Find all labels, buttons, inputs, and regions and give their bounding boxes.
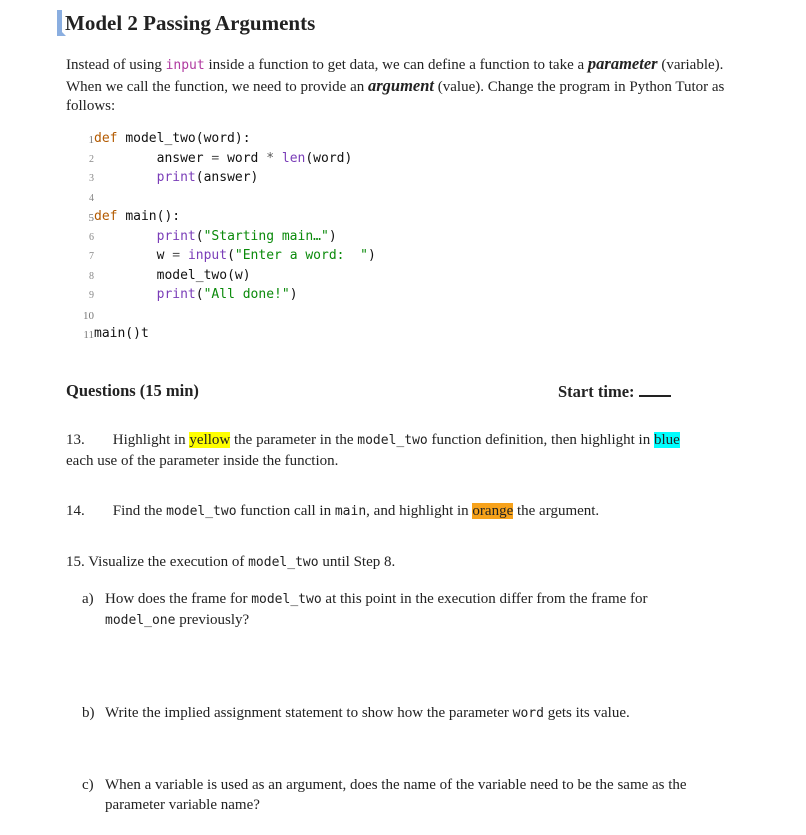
code-source [94,209,180,224]
code-token: print [156,170,196,185]
code-token: main(): [125,209,181,224]
sub-question-a [82,589,742,631]
code-token: * [266,150,282,166]
code-source [94,170,258,185]
code-indent [94,229,157,244]
sub-a-text-2: at this point in the execution differ from the frame for [321,591,648,607]
q15-code: model_two [248,555,319,570]
code-token: "All done!" [203,287,290,302]
page-title: Model 2 Passing Arguments [65,10,316,35]
code-indent [94,151,157,166]
code-indent [94,170,157,185]
sub-b-text-1: Write the implied assignment statement to show how the parameter [105,705,513,721]
sub-a-text-3: previously? [175,612,250,628]
q14-text-a: Find the [112,503,167,519]
code-token: def [94,209,126,224]
q14-text-c: , and highlight in [366,503,473,519]
q14-orange: orange [472,503,514,519]
question-14 [66,501,756,522]
line-number: 1 [88,134,94,146]
sub-a-label: a) [82,591,94,607]
term-argument: argument [367,75,435,95]
code-token: = [172,248,188,263]
code-token: def [94,131,126,146]
start-time-label: Start time: [558,382,635,401]
line-number: 9 [89,290,94,301]
code-token: = [211,150,228,166]
code-token: (answer) [195,170,259,185]
code-token: print [156,287,196,302]
start-time-blank[interactable] [639,381,671,397]
intro-paragraph [66,54,736,117]
q13-text-d: each use of the parameter inside the function. [66,453,339,469]
line-number: 4 [89,192,94,204]
code-source [94,151,352,166]
line-number: 11 [83,329,94,341]
code-token: ( [195,228,204,244]
title-row [57,10,315,36]
intro-text-3: (variable). When we call the function, we need to provide an [66,57,724,95]
code-token: w [156,248,173,263]
heading-marker-icon [57,10,62,36]
sub-a-code-2: model_one [105,613,176,628]
sub-question-c [82,775,762,815]
intro-text-1: Instead of using [66,57,166,73]
line-number: 7 [89,251,94,262]
code-token: ) [328,228,337,244]
q13-code: model_two [357,433,428,448]
intro-text-4: (value). Change the program in Python Tutor as follows: [66,78,725,114]
intro-code-input: input [165,58,205,73]
question-13 [66,430,756,471]
term-parameter: parameter [587,54,658,73]
code-token: "Enter a word: " [234,248,368,263]
code-token: print [156,228,196,244]
code-source [94,326,149,341]
line-number: 3 [89,173,94,184]
code-token: len [281,150,306,166]
code-token: ) [367,248,376,263]
code-token: model_two(word): [125,131,251,146]
code-source [94,229,337,244]
sub-b-text-2: gets its value. [543,705,630,721]
code-source [94,131,251,146]
sub-b-label: b) [82,705,95,721]
code-token: answer [156,150,212,166]
q15-text-a: 15. Visualize the execution of [66,554,249,570]
code-token: main()t [94,326,149,341]
code-indent [94,248,157,263]
code-token: ) [289,287,298,302]
q13-blue: blue [653,432,680,448]
sub-question-b [82,703,742,724]
code-token: ( [195,287,204,302]
questions-heading: Questions (15 min) [66,381,199,400]
line-number: 5 [88,212,94,224]
code-source [94,268,251,283]
sub-a-code-1: model_two [251,592,322,607]
q14-text-d: the argument. [513,503,600,519]
code-token: input [187,248,228,263]
code-source [94,287,298,302]
line-number: 6 [89,231,94,243]
q13-text-c: function definition, then highlight in [427,432,654,448]
q13-yellow: yellow [189,432,231,448]
line-number: 8 [89,270,94,282]
sub-c-text-1: When a variable is used as an argument, does the name of the variable need to be the same as the [105,777,687,793]
q14-code-2: main [334,504,367,519]
q14-code-1: model_two [166,504,237,519]
code-token: "Starting main…" [203,228,329,244]
sub-b-code: word [512,706,544,721]
line-number: 10 [83,309,94,322]
q14-number: 14. [66,503,85,519]
q13-number: 13. [66,432,85,448]
line-number: 2 [89,153,94,165]
code-source [94,248,376,263]
code-token: model_two(w) [156,267,251,283]
question-15 [66,552,756,573]
q13-text-a: Highlight in [112,432,190,448]
q15-text-b: until Step 8. [318,554,396,570]
q13-text-b: the parameter in the [230,432,358,448]
sub-c-label: c) [82,777,94,793]
start-time [558,381,671,402]
q14-text-b: function call in [236,503,335,519]
code-token: (word) [305,150,353,166]
code-token: word [227,150,267,166]
intro-text-2: inside a function to get data, we can define a function to take a [204,57,588,73]
code-token: ( [227,248,235,263]
sub-c-text-2: parameter variable name? [105,797,260,813]
code-indent [94,287,157,302]
code-indent [94,268,157,283]
sub-a-text-1: How does the frame for [105,591,252,607]
